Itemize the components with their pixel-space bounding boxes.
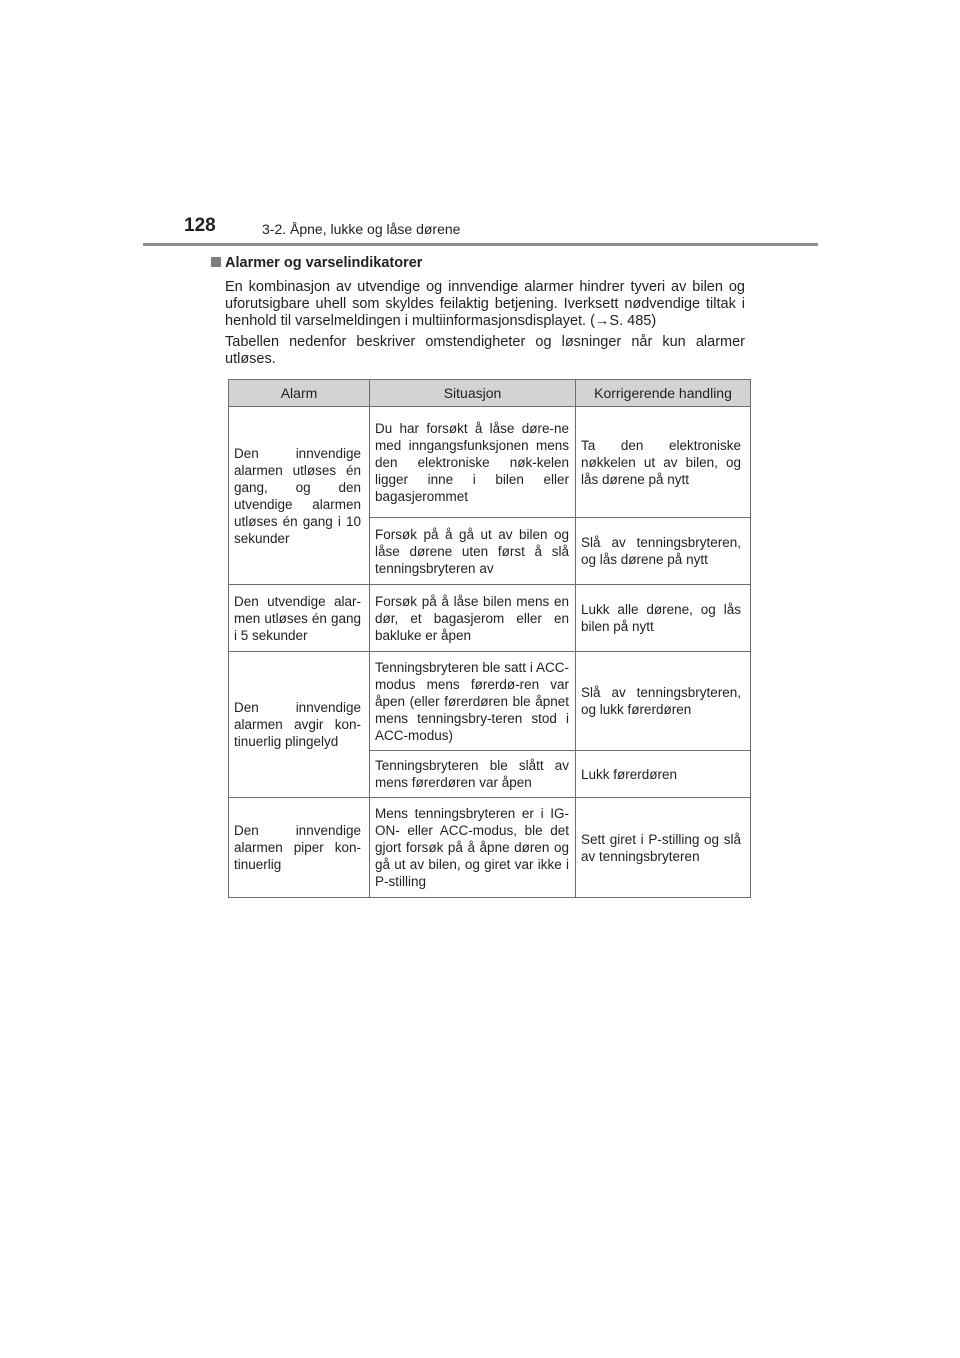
action-cell: Sett giret i P-stilling og slå av tenningsbryteren [576, 798, 751, 898]
table-intro-paragraph: Tabellen nedenfor beskriver omstendigheter og løsninger når kun alarmer utløses. [225, 334, 745, 367]
header-divider [143, 243, 818, 246]
column-header-alarm: Alarm [229, 380, 370, 407]
table-row [229, 407, 751, 518]
section-title: 3-2. Åpne, lukke og låse dørene [262, 221, 461, 237]
section-heading [211, 255, 422, 271]
alarm-cell: Den innvendige alarmen piper kon-tinuerlig [229, 798, 370, 898]
situation-cell: Forsøk på å låse bilen mens en dør, et bagasjerom eller en bakluke er åpen [370, 585, 576, 652]
action-cell: Lukk førerdøren [576, 751, 751, 798]
situation-cell: Tenningsbryteren ble slått av mens førerdøren var åpen [370, 751, 576, 798]
situation-cell: Mens tenningsbryteren er i IG-ON- eller ACC-modus, ble det gjort forsøk på å åpne døren og gå ut av bilen, og giret var ikke i P-stilling [370, 798, 576, 898]
column-header-action: Korrigerende handling [576, 380, 751, 407]
action-cell: Ta den elektroniske nøkkelen ut av bilen, og lås dørene på nytt [576, 407, 751, 518]
situation-cell: Forsøk på å gå ut av bilen og låse dørene uten først å slå tenningsbryteren av [370, 518, 576, 585]
alarm-table [228, 379, 751, 898]
table-row [229, 652, 751, 751]
page-number: 128 [184, 215, 216, 236]
table-header-row [229, 380, 751, 407]
table-row [229, 798, 751, 898]
situation-cell: Du har forsøkt å låse døre-ne med inngangsfunksjonen mens den elektroniske nøk-kelen ligger inne i bilen eller bagasjerommet [370, 407, 576, 518]
action-cell: Slå av tenningsbryteren, og lås dørene på nytt [576, 518, 751, 585]
alarm-cell: Den innvendige alarmen utløses én gang, og den utvendige alarmen utløses én gang i 10 sekunder [229, 407, 370, 585]
column-header-situation: Situasjon [370, 380, 576, 407]
alarm-cell: Den utvendige alar-men utløses én gang i 5 sekunder [229, 585, 370, 652]
intro-paragraph: En kombinasjon av utvendige og innvendige alarmer hindrer tyveri av bilen og uforutsigbare uhell som skyldes feilaktig betjening. Iverksett nødvendige tiltak i henhold til varselmeldingen i multiinformasjonsdisplayet. (→S. 485) [225, 279, 745, 329]
table-row [229, 585, 751, 652]
section-heading-text: Alarmer og varselindikatorer [225, 255, 423, 271]
situation-cell: Tenningsbryteren ble satt i ACC-modus mens førerdø-ren var åpen (eller førerdøren ble åpnet mens tenningsbry-teren stod i ACC-modus) [370, 652, 576, 751]
square-bullet-icon [211, 257, 221, 267]
action-cell: Slå av tenningsbryteren, og lukk førerdøren [576, 652, 751, 751]
action-cell: Lukk alle dørene, og lås bilen på nytt [576, 585, 751, 652]
alarm-cell: Den innvendige alarmen avgir kon-tinuerlig plingelyd [229, 652, 370, 798]
